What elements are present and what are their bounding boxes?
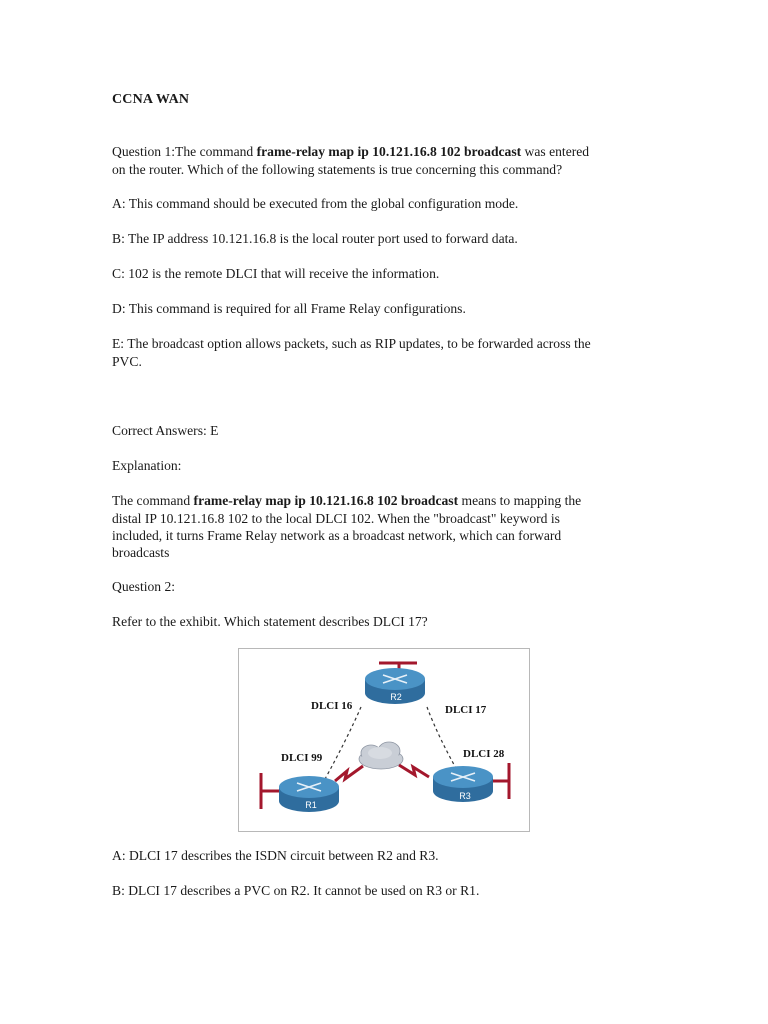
q2-option-a: A: DLCI 17 describes the ISDN circuit between R2 and R3. xyxy=(112,848,439,863)
frame-relay-cloud-icon xyxy=(359,742,403,769)
router-r3-label: R3 xyxy=(459,791,471,801)
router-r3-icon xyxy=(433,766,493,802)
q2-option-b: B: DLCI 17 describes a PVC on R2. It cannot be used on R3 or R1. xyxy=(112,883,480,898)
router-r1-label: R1 xyxy=(305,800,317,810)
serial-link-r1 xyxy=(335,766,363,781)
dlci-28-label: DLCI 28 xyxy=(463,748,505,760)
question-1-line-2: on the router. Which of the following statements is true concerning this command? xyxy=(112,162,563,177)
explanation-line-4: broadcasts xyxy=(112,545,170,560)
explanation-prefix: The command xyxy=(112,493,194,508)
correct-answers: Correct Answers: E xyxy=(112,423,219,438)
explanation-line-1 xyxy=(112,492,581,510)
question-1-line-1 xyxy=(112,143,589,161)
question-2-text: Refer to the exhibit. Which statement describes DLCI 17? xyxy=(112,614,428,629)
dlci-17-label: DLCI 17 xyxy=(445,704,487,716)
dlci-16-label: DLCI 16 xyxy=(311,700,353,712)
serial-link-r3 xyxy=(399,765,429,777)
q1-option-c: C: 102 is the remote DLCI that will receive the information. xyxy=(112,266,440,281)
explanation-line-3: included, it turns Frame Relay network as a broadcast network, which can forward xyxy=(112,528,562,543)
explanation-command: frame-relay map ip 10.121.16.8 102 broadcast xyxy=(193,493,459,508)
pvc-r2-r1-line xyxy=(325,707,361,779)
q1-option-d: D: This command is required for all Frame Relay configurations. xyxy=(112,301,466,316)
q1-option-a: A: This command should be executed from the global configuration mode. xyxy=(112,196,519,211)
question-2-label: Question 2: xyxy=(112,579,176,594)
explanation-label: Explanation: xyxy=(112,458,182,473)
q1-option-b: B: The IP address 10.121.16.8 is the local router port used to forward data. xyxy=(112,231,518,246)
router-r2-icon xyxy=(365,668,425,704)
q1-prefix: Question 1:The command xyxy=(112,144,257,159)
ethernet-stub-r1 xyxy=(261,773,279,809)
q1-option-e-cont: PVC. xyxy=(112,354,142,369)
explanation-suffix: means to mapping the xyxy=(458,493,582,508)
exhibit-diagram xyxy=(239,649,529,831)
document-title: CCNA WAN xyxy=(112,92,190,107)
frame-relay-exhibit xyxy=(238,648,530,832)
router-r2-label: R2 xyxy=(390,692,402,702)
q1-suffix: was entered xyxy=(521,144,590,159)
q1-command: frame-relay map ip 10.121.16.8 102 broadcast xyxy=(256,144,522,159)
q1-option-e: E: The broadcast option allows packets, such as RIP updates, to be forwarded across the xyxy=(112,336,591,351)
dlci-99-label: DLCI 99 xyxy=(281,752,323,764)
explanation-line-2: distal IP 10.121.16.8 102 to the local DLCI 102. When the "broadcast" keyword is xyxy=(112,511,560,526)
router-r1-icon xyxy=(279,776,339,812)
ethernet-stub-r3 xyxy=(491,763,509,799)
